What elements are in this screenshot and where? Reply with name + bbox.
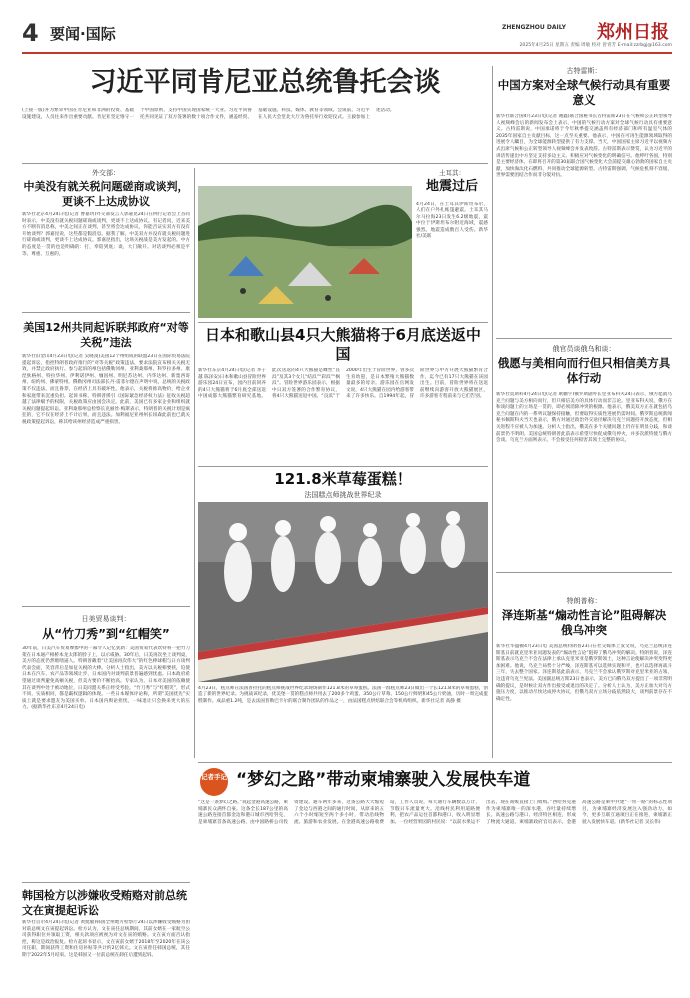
a3-headline: 从“竹刀秀”到“红帽笑”	[42, 627, 170, 641]
cake-photo-image	[198, 502, 488, 682]
right-column	[496, 66, 672, 758]
section-label: 要闻·国际	[50, 25, 116, 43]
bears-top-rule	[198, 322, 488, 323]
cake-subhead: 法国糕点师挑战世界纪录	[304, 491, 382, 499]
cake-top-rule	[198, 466, 488, 467]
a1-kicker: 外交部：	[92, 169, 120, 177]
paper-name-en: ZHENGZHOU DAILY	[502, 24, 566, 31]
quake-kicker: 土耳其：	[439, 169, 465, 177]
a3-body: 30年前，日美汽车贸易摩擦中的一幕令人记忆犹新：美国贸易代表坎特将一把竹刀架在日本通产相桥本龙太郎的脖子上，以示威胁。30年后，日美再次坐上谈判桌，美方的态度仍然咄咄逼人。特朗普戴着“让美国再次伟大”的红色棒球帽与日方谈判代表会面，笑容背后是加征关税的大棒。分析人士指出，美方以关税相要挟，迫使日本在汽车、农产品等领域让步，日本国内对谈判前景普遍感到忧虑。日本政府希望通过谈判避免高额关税，但美方要价不断抬高。专家认为，日本对美国的依赖使其在谈判中处于被动地位，日美同盟关系正经受考验。“竹刀秀”与“红帽笑”，形式不同，实质相同，都是霸权逻辑的体现。一些日本媒体评论称，所谓“美国优先”实质上就是要求盟友为美国买单。日本国内舆论担忧，一味退让只会换来更大的压力。(据新华社东京4月24日电)	[22, 646, 190, 711]
a2-divider	[22, 606, 190, 607]
b2-headline: 俄愿与美相向而行但只相信美方具体行动	[497, 356, 671, 385]
quake-headline: 地震过后	[425, 179, 478, 194]
b3-body: 新华社华盛顿4月23日电 美国总统特朗普23日在社交媒体上发文说，乌克兰总统泽连斯基日前就克里米亚问题发表的“煽动性言论”阻碍了俄乌冲突的解决。特朗普说，泽连斯基表示乌克兰不会在法律上承认克里米亚是俄罗斯领土，这种言论使解决冲突变得更加困难。他说，乌克兰局势十分严峻，泽连斯基可以选择实现和平，也可以选择再战斗三年，失去整个国家。泽连斯基此前表示，乌克兰不会承认俄罗斯对克里米亚的占领，这违背乌克兰宪法。美国副总统万斯23日也表示，美方已向俄乌双方提出了一项非常明确的提议，是时候让双方作出接受或退出的决定了。分析人士认为，美方正加大对乌方施压力度，以推动尽快达成停火协议，但俄乌双方立场分歧依然较大，谈判前景存在不确定性。	[496, 644, 672, 702]
a4-headline: 韩国检方以涉嫌收受贿赂对前总统文在寅提起诉讼	[22, 889, 187, 917]
b2-kicker: 俄官员谈俄乌和谈：	[552, 345, 616, 353]
dateline: 2025年4月25日 星期五 责编 周敏 校对 曾青芳 E-mail:zzrbgj@163.com	[519, 43, 672, 48]
quake-story	[416, 168, 488, 318]
a3-kicker: 日美贸易谈判：	[81, 615, 131, 623]
a1-body: 新华社北京4月24日电(记者 曹嘉玥)外交部发言人郭嘉昆24日在例行记者会上答问时表示，中美没有就关税问题磋商或谈判，更谈不上达成协议。有记者问，近来美方不断有消息称，中美之间正在谈判，甚至将会达成协议，你能否证实双方有没有开始谈判？郭嘉昆说，这些都是假消息。据我了解，中美双方并没有就关税问题进行磋商或谈判，更谈不上达成协议。郭嘉昆指出，这场关税战是美方发起的。中方的态度是一贯的也是明确的：打，奉陪到底；谈，大门敞开。对话谈判必须是平等、尊重、互惠的。	[22, 212, 190, 257]
a3-divider	[22, 882, 190, 883]
bears-headline: 日本和歌山县4只大熊猫将于6月底送返中国	[205, 326, 481, 363]
page-number: 4	[22, 19, 39, 47]
masthead	[22, 20, 672, 62]
a1-divider	[22, 312, 190, 313]
bears-body: 新华社东京4月24日电(记者 李子越 陈泽安)日本和歌山县冒险世界游乐园24日宣布，园内目前饲养的4只大熊猫将于6月底全部送返中国成都大熊猫繁育研究基地。此次送返的4只大熊猫是雌性“良浜”及其3个女儿“结浜”“彩浜”“枫浜”。冒险世界游乐园表示，根据中日双方签署的合作繁育协议，将4只大熊猫送返中国。“良浜”于2000年出生于冒险世界，曾多次生育幼崽，是日本繁殖大熊猫数量最多的母亲。游乐园在官网发文说，4只大熊猫在园内给游客带来了许多快乐。自1994年起，冒险世界与中方开展大熊猫繁育合作，迄今已有17只大熊猫在该园出生。目前，冒险世界将在送返前继续向游客开放大熊猫展区，许多游客专程前来与它们告别。	[198, 368, 488, 400]
tent-photo-image	[198, 186, 412, 318]
a1-headline: 中美没有就关税问题磋商或谈判，更谈不上达成协议	[23, 180, 189, 208]
quake-caption: 4月24日，在土耳其伊斯坦布尔，人们在户外扎帐篷避震。土耳其马尔马拉海23日发生6.2级地震，震中位于伊斯坦布尔附近海域，震感强烈。地震造成数百人受伤。新华社/美联	[416, 202, 488, 240]
b1-body: 新华社联合国4月23日电(记者 谢鑫)联合国秘书长古特雷斯23日在气候和公正转型领导人视频峰会后的新闻发布会上表示，中国的气候行动方案对全球气候行动具有重要意义。古特雷斯说，中国承诺将于今年秋季提交涵盖所有经济部门和所有温室气体的2035年国家自主贡献目标，这一点至关重要。他表示，中国在可再生能源领域取得的进展令人瞩目，为全球能源转型提供了有力支撑。当天，中国国家主席习近平以视频方式出席气候和公正转型领导人视频峰会并发表致辞。古特雷斯表示赞赏，认为习近平的讲话传递出中方坚定支持多边主义、积极应对气候变化的明确信号。他呼吁各国，特别是主要经济体，在即将召开的第30届联合国气候变化大会前提交雄心勃勃的国家自主贡献，加快淘汰化石燃料，共同推动全球能源转型。古特雷斯强调，气候危机刻不容缓，世界需要团结合作而非分裂对抗。	[496, 114, 672, 179]
feature-headline: “梦幻之路”带动柬埔寨驶入发展快车道	[236, 770, 531, 790]
left-col-rule	[194, 168, 195, 758]
cake-photo	[198, 502, 488, 682]
paper-logo: 郑州日报	[597, 22, 669, 43]
cake-caption: 4月23日，糕点师在法国普拉托的糕点师挑战世界纪录现场制作121.8米的草莓蛋糕。法国一群糕点师23日做出一个长121.8米的草莓蛋糕，创造了新的世界纪录。为挑战该纪录，优美堡一贯的糕点师共用去了200多个鸡蛋、350公斤草莓、150公斤鲜奶和45公斤奶油，历时一周完成蛋糕制作。成品重1.2吨，是去法国普勒巴卡尔的联合制作团队的作品之一，由法国糕点烘焙联合会等机构组织。新华社记者 高静 摄	[198, 686, 488, 704]
b3-headline: 泽连斯基“煽动性言论”阻碍解决俄乌冲突	[501, 608, 667, 637]
feature-badge	[200, 768, 228, 796]
feature-top-rule	[198, 762, 672, 763]
b1-divider	[496, 338, 672, 339]
b2-body: 新华社莫斯科4月24日电(记者 耿鹏宇)俄罗斯副外长里亚布科夫24日表示，俄方愿就乌克兰问题与美方相向而行，但只相信美方的具体行动而非言论。里亚布科夫说，俄方在和谈问题上的立场是一贯的，即必须消除冲突的根源。他表示，俄美双方正在就包括乌克兰问题在内的一系列议题保持接触，但要取得实质性进展仍需时间。俄罗斯总统新闻秘书佩斯科夫当天也表示，俄方对通过政治外交途径解决乌克兰问题持开放态度，但相关进程不应被人为加速。分析人士指出，俄美在多个关键问题上仍存在明显分歧，和谈前景仍不明朗。美国总统特朗普此前表示希望尽快促成俄乌停火，并多次派特使与俄方会谈。乌克兰方面则表示，不会接受任何损害其领土完整的协议。	[496, 392, 672, 444]
b2-divider	[496, 572, 672, 573]
lead-headline: 习近平同肯尼亚总统鲁托会谈	[89, 67, 441, 98]
tent-photo	[198, 186, 412, 318]
a2-body: 新华社旧金山4月23日电(记者 吴晓凌)美国12个州组成的联盟23日在国际贸易法院提起诉讼，指控特朗普政府推行的“对等关税”政策违法，要求法院宣布相关关税无效，并禁止政府执行。参与起诉的州包括俄勒冈州、亚利桑那州、科罗拉多州、康涅狄格州、特拉华州、伊利诺伊州、缅因州、明尼苏达州、内华达州、新墨西哥州、纽约州、佛蒙特州。俄勒冈州司法部长丹·雷菲尔德在声明中说，总统的关税政策不仅违法，而且鲁莽，在经济上具有破坏性。他表示，关税将推高物价，给企业和家庭带来沉重负担。起诉书称，特朗普援引《国际紧急经济权力法》征收关税超越了法律赋予的权限，关税政策应由国会决定。此前，美国已有多家企业和组织就关税问题提起诉讼。亚利桑那州总检察长克丽丝·梅斯表示，特朗普的关税计划是疯狂的，它不仅在经济上不计后果，而且违法。加利福尼亚州州长纽森此前也已就关税政策提起诉讼，称其给该州经济造成严重损害。	[22, 354, 190, 425]
lead-body: (上接一版)并为繁荣中国在肯尼亚和非洲的投资、基础设施建设、人员往来作出重要贡献。肯尼亚坚定恪守一个中国原则，支持中国实现国家统一大业。习近平同鲁托共同见证了双方签署的数十项合作文件，涵盖经贸、基础设施、科技、媒体、教育等领域。会谈前，习近平在人民大会堂北大厅为鲁托举行欢迎仪式。王毅参加上述活动。	[22, 108, 395, 120]
a4-body: 新华社首尔4月24日电(记者 黄挺敏)韩国全州地方检察厅24日以涉嫌收受贿赂为由对前总统文在寅提起诉讼。检方认为，文在寅任总统期间，其前女婿在一家航空公司获得职位并领取工资，相关款项应被视为对文在寅的贿赂。文在寅方面否认指控，称这是政治报复。检方起诉书显示，文在寅前女婿于2018年至2020年在该公司任职，期间获得工资和住房补贴等共计约2亿韩元。文在寅曾任韩国总统，其任期于2022年5月结束。这是韩国又一位前总统在卸任后遭到起诉。	[22, 920, 190, 958]
masthead-rule	[22, 52, 672, 54]
b3-kicker: 特朗普称：	[566, 597, 602, 605]
b1-headline: 中国方案对全球气候行动具有重要意义	[497, 78, 671, 107]
right-col-rule	[492, 66, 493, 758]
lead-divider	[22, 163, 488, 164]
a2-headline: 美国12州共同起诉联邦政府“对等关税”违法	[23, 321, 189, 349]
feature-badge-label: 记者手记	[201, 773, 227, 781]
b1-kicker: 古特雷斯：	[566, 67, 602, 75]
cake-headline: 121.8米草莓蛋糕！	[274, 470, 412, 488]
feature-body: “这是一条梦幻之路。”说起金港高速公路，柬埔寨民众满怀自豪。这条全长187公里的高速公路连接首都金边和港口城市西哈努克，是柬埔寨首条高速公路，由中国路桥公司投资建设。通车两年多来，这条公路大大缩短了金边与西港之间的通行时间，从原来的五六个小时缩短至两个多小时，带动沿线物流、旅游和农业发展。在金港高速公路收费站，工作人员说，每天通行车辆数以万计，节假日车流量更大。沿线村民利用道路便利，把农产品运往首都和港口，收入明显增加。一位经营果园的村民说：“以前水果运不出去，现在商贩直接上门收购。”西哈努克港作为柬埔寨唯一的深水港，吞吐量持续增长。高速公路与港口、经济特区相连，形成了物流大通道。柬埔寨政府官员表示，金港高速公路是柬中共建“一带一路”的标志性项目，为柬埔寨经济发展注入强劲动力。如今，更多互联互通项目正在推进，柬埔寨正驶入发展快车道。(新华社记者 吴长伟)	[198, 800, 672, 825]
left-column	[22, 168, 190, 988]
